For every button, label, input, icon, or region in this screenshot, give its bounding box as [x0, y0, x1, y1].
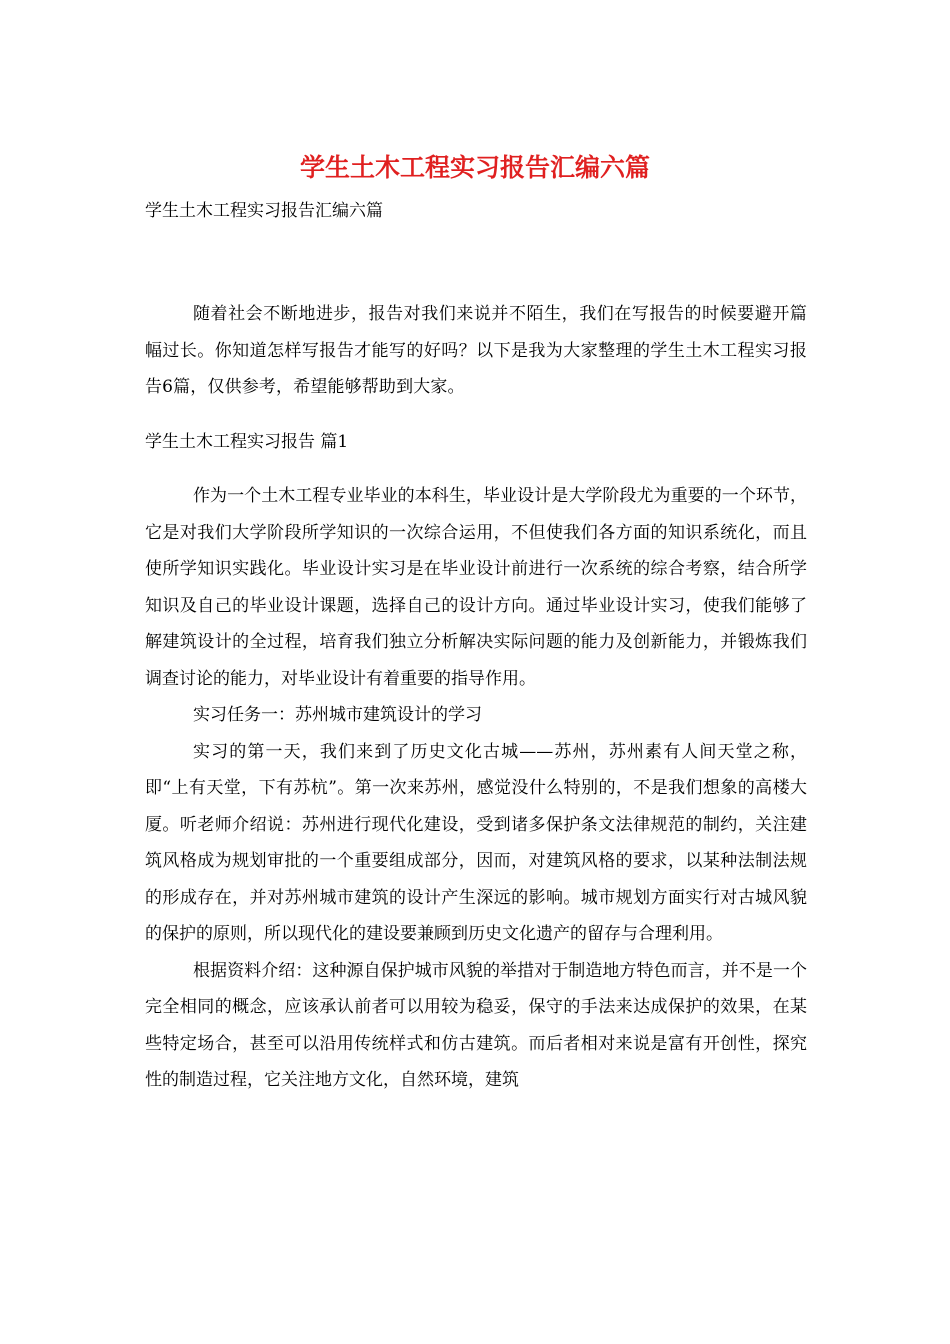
body-paragraph-task: 实习任务一：苏州城市建筑设计的学习: [193, 705, 482, 725]
section-heading: 学生土木工程实习报告 篇1: [145, 431, 349, 452]
body-paragraph: 实习的第一天，我们来到了历史文化古城——苏州，苏州素有人间天堂之称，即“上有天堂，下有苏杭”。第一次来苏州，感觉没什么特别的，不是我们想象的高楼大厦。听老师介绍说：苏州进行现代化建设，受到诸多保护条文法律规范的制约，关注建筑风格成为规划审批的一个重要组成部分，因而，对建筑风格的要求，以某种法制法规的形成存在，并对苏州城市建筑的设计产生深远的影响。城市规划方面实行对古城风貌的保护的原则，所以现代化的建设要兼顾到历史文化遗产的留存与合理利用。: [145, 741, 807, 944]
body-paragraph: 根据资料介绍：这种源自保护城市风貌的举措对于制造地方特色而言，并不是一个完全相同的概念，应该承认前者可以用较为稳妥，保守的手法来达成保护的效果，在某些特定场合，甚至可以沿用传统样式和仿古建筑。而后者相对来说是富有开创性，探究性的制造过程，它关注地方文化，自然环境，建筑: [145, 960, 807, 1090]
document-title: 学生土木工程实习报告汇编六篇: [299, 153, 650, 182]
document-subtitle: 学生土木工程实习报告汇编六篇: [145, 201, 383, 221]
document-body: [145, 296, 807, 1099]
intro-paragraph: 随着社会不断地进步，报告对我们来说并不陌生，我们在写报告的时候要避开篇幅过长。你知道怎样写报告才能写的好吗？以下是我为大家整理的学生土木工程实习报告6篇，仅供参考，希望能够帮助到大家。: [145, 304, 807, 397]
body-paragraph: 作为一个土木工程专业毕业的本科生，毕业设计是大学阶段尤为重要的一个环节，它是对我们大学阶段所学知识的一次综合运用，不但使我们各方面的知识系统化，而且使所学知识实践化。毕业设计实习是在毕业设计前进行一次系统的综合考察，结合所学知识及自己的毕业设计课题，选择自己的设计方向。通过毕业设计实习，使我们能够了解建筑设计的全过程，培育我们独立分析解决实际问题的能力及创新能力，并锻炼我们调查讨论的能力，对毕业设计有着重要的指导作用。: [145, 486, 807, 689]
